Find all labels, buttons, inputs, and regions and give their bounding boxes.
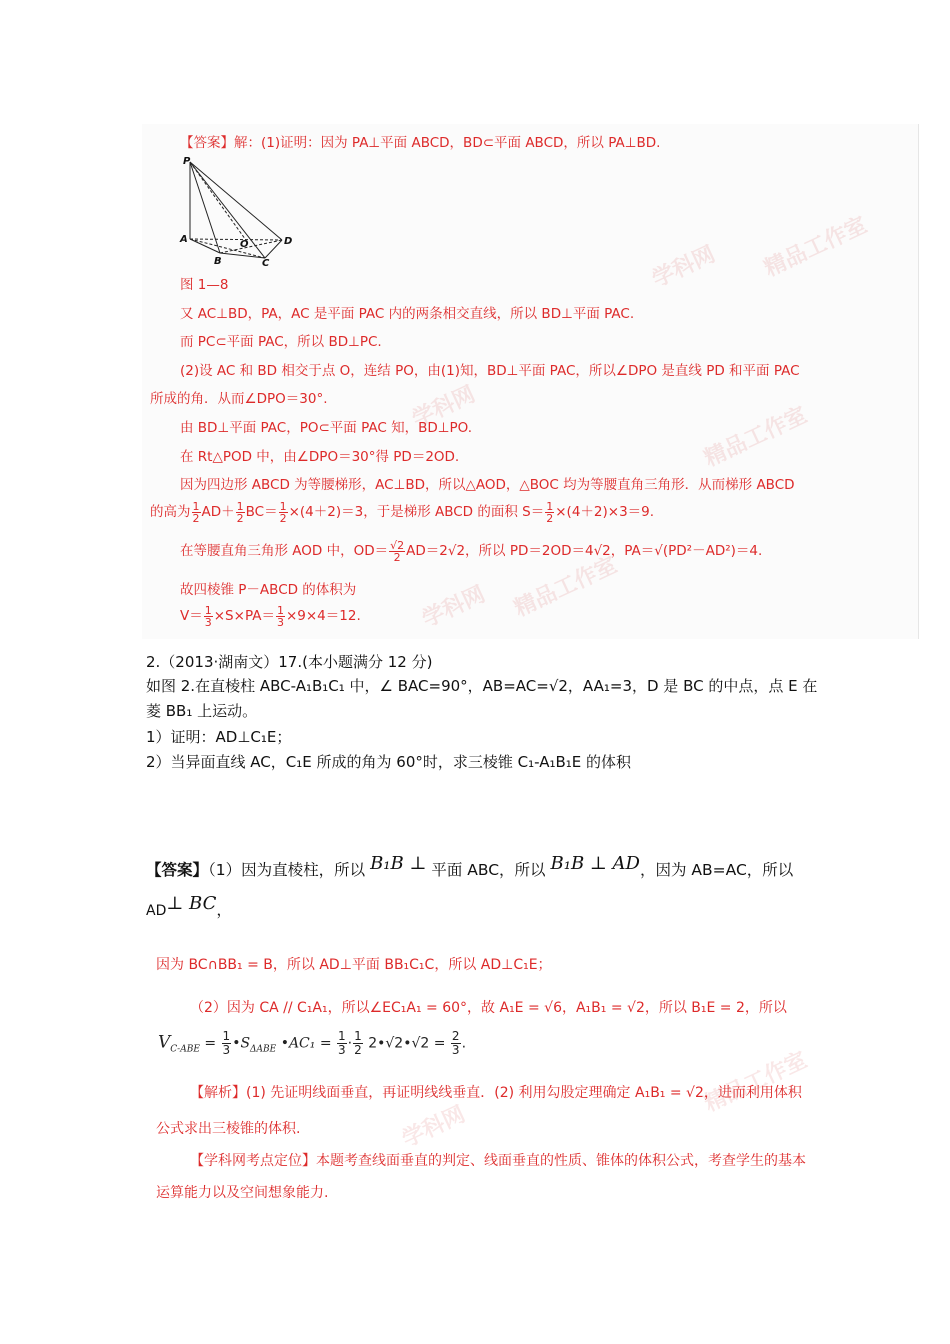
v-equals: V＝ bbox=[180, 608, 203, 624]
answer1-line5: 所成的角．从而∠DPO＝30°. bbox=[150, 391, 328, 407]
answer2-volume: $V_{C-ABE}$ = $\frac{1}{3}$ $•S_{\Delta ABE}$ •AC₁ = $\frac{1}{3}$ · $\frac{1}{2}$ 2•√2•√2 = $\frac{2}{3}$ . bbox=[158, 1029, 467, 1057]
answer1-line6: 由 BD⊥平面 PAC，PO⊂平面 PAC 知，BD⊥PO. bbox=[180, 420, 472, 436]
watermark: 精品工作室 bbox=[700, 1047, 811, 1117]
label-c: C bbox=[262, 258, 270, 268]
product: 2•√2•√2 = bbox=[368, 1035, 446, 1052]
fraction-half: $\frac{1}{2}$ bbox=[236, 499, 244, 525]
answer1-line8: 因为四边形 ABCD 为等腰梯形，AC⊥BD，所以△AOD，△BOC 均为等腰直角三角形．从而梯形 ABCD bbox=[180, 477, 795, 493]
fraction-half: $\frac{1}{2}$ bbox=[279, 499, 287, 525]
answer2-line1 bbox=[146, 853, 794, 880]
problem2-line1: 如图 2.在直棱柱 ABC-A₁B₁C₁ 中，∠ BAC=90°，AB=AC=√2，AA₁=3，D 是 BC 的中点，点 E 在 bbox=[146, 677, 818, 695]
answer2-red2: （2）因为 CA // C₁A₁，所以∠EC₁A₁ = 60°，故 A₁E = √6，A₁B₁ = √2，所以 B₁E = 2，所以 bbox=[190, 1000, 787, 1016]
answer1-line10 bbox=[180, 539, 762, 563]
expr-b1b-perp-ad: B₁B ⊥ AD bbox=[550, 853, 640, 874]
area-text: ×(4＋2)＝3，于是梯形 ABCD 的面积 S＝ bbox=[288, 504, 545, 520]
fraction-third: $\frac{1}{3}$ bbox=[276, 603, 284, 629]
answer1-line3: 而 PC⊂平面 PAC，所以 BD⊥PC. bbox=[180, 334, 382, 350]
expr-b1b-perp: B₁B ⊥ bbox=[370, 853, 427, 874]
od-text: 在等腰直角三角形 AOD 中，OD＝ bbox=[180, 543, 389, 559]
fraction-third: $\frac{1}{3}$ bbox=[222, 1029, 231, 1057]
answer2-red1: 因为 BC∩BB₁ = B，所以 AD⊥平面 BB₁C₁C，所以 AD⊥C₁E； bbox=[156, 957, 552, 973]
answer1-line7: 在 Rt△POD 中，由∠DPO＝30°得 PD＝2OD. bbox=[180, 449, 460, 465]
answer2-line2 bbox=[146, 893, 232, 920]
jiexi-line2: 公式求出三棱锥的体积. bbox=[156, 1121, 301, 1137]
answer1-line1: 【答案】解：(1)证明：因为 PA⊥平面 ABCD，BD⊂平面 ABCD，所以 PA⊥BD. bbox=[180, 135, 661, 151]
label-b: B bbox=[214, 256, 222, 267]
ad-label: AD bbox=[146, 903, 167, 919]
ad-plus: AD＋ bbox=[201, 504, 235, 520]
fraction-root2-over-2: $\frac{√2}{2}$ bbox=[390, 538, 405, 564]
fraction-third: $\frac{1}{3}$ bbox=[338, 1029, 346, 1057]
fraction-half: $\frac{1}{2}$ bbox=[192, 499, 200, 525]
ac1-term: •AC₁ = bbox=[280, 1035, 332, 1052]
label-o: O bbox=[240, 239, 249, 250]
kaodian-line2: 运算能力以及空间想象能力. bbox=[156, 1185, 329, 1201]
answer2-text-a: （1）因为直棱柱，所以 bbox=[208, 861, 366, 879]
answer1-line12 bbox=[180, 604, 361, 628]
v-symbol: V bbox=[158, 1032, 171, 1053]
label-p: P bbox=[183, 156, 191, 167]
label-a: A bbox=[180, 234, 188, 245]
answer2-text-c: ，因为 AB=AC，所以 bbox=[639, 861, 794, 879]
jiexi-line1: 【解析】(1) 先证明线面垂直，再证明线线垂直．(2) 利用勾股定理确定 A₁B₁ = √2，进而利用体积 bbox=[190, 1085, 802, 1101]
kaodian-line1: 【学科网考点定位】本题考查线面垂直的判定、线面垂直的性质、锥体的体积公式，考查学生的基本 bbox=[190, 1153, 806, 1169]
bc-equals: BC＝ bbox=[245, 504, 278, 520]
v-subscript: C-ABE bbox=[170, 1044, 200, 1055]
s-pa: ×S×PA＝ bbox=[213, 608, 275, 624]
fraction-two-thirds: $\frac{2}{3}$ bbox=[451, 1029, 460, 1057]
answer1-line4: (2)设 AC 和 BD 相交于点 O，连结 PO，由(1)知，BD⊥平面 PAC，所以∠DPO 是直线 PD 和平面 PAC bbox=[180, 363, 800, 379]
volume-result: ×9×4＝12. bbox=[285, 608, 361, 624]
answer2-head: 【答案】 bbox=[146, 861, 209, 879]
answer2-text-b: 平面 ABC，所以 bbox=[431, 861, 546, 879]
label-d: D bbox=[284, 236, 293, 247]
answer1-line9 bbox=[150, 500, 654, 524]
problem2-q1: 1）证明：AD⊥C₁E； bbox=[146, 728, 292, 746]
height-text: 的高为 bbox=[150, 504, 191, 520]
equals: = bbox=[204, 1035, 217, 1052]
area-result: ×(4＋2)×3＝9. bbox=[555, 504, 655, 520]
answer1-line11: 故四棱锥 P－ABCD 的体积为 bbox=[180, 582, 357, 598]
comma: ， bbox=[216, 901, 232, 919]
fraction-half: $\frac{1}{2}$ bbox=[354, 1029, 362, 1057]
answer1-line2: 又 AC⊥BD，PA，AC 是平面 PAC 内的两条相交直线，所以 BD⊥平面 PAC. bbox=[180, 306, 635, 322]
figure-caption: 图 1—8 bbox=[180, 277, 229, 293]
fraction-half: $\frac{1}{2}$ bbox=[546, 499, 554, 525]
problem2-q2: 2）当异面直线 AC，C₁E 所成的角为 60°时，求三棱锥 C₁-A₁B₁E 的体积 bbox=[146, 753, 632, 771]
s-symbol: •S bbox=[232, 1035, 251, 1052]
problem2-line2: 菱 BB₁ 上运动。 bbox=[146, 702, 258, 720]
fraction-third: $\frac{1}{3}$ bbox=[204, 603, 212, 629]
expr-perp-bc: ⊥ BC bbox=[166, 893, 217, 914]
problem2-title: 2.（2013·湖南文）17.(本小题满分 12 分) bbox=[146, 653, 433, 671]
pyramid-figure bbox=[178, 156, 298, 268]
watermark: 学科网 bbox=[398, 1102, 470, 1153]
period: . bbox=[461, 1035, 467, 1052]
pd-pa-text: AD＝2√2，所以 PD＝2OD＝4√2，PA＝√(PD²－AD²)＝4. bbox=[406, 543, 763, 559]
